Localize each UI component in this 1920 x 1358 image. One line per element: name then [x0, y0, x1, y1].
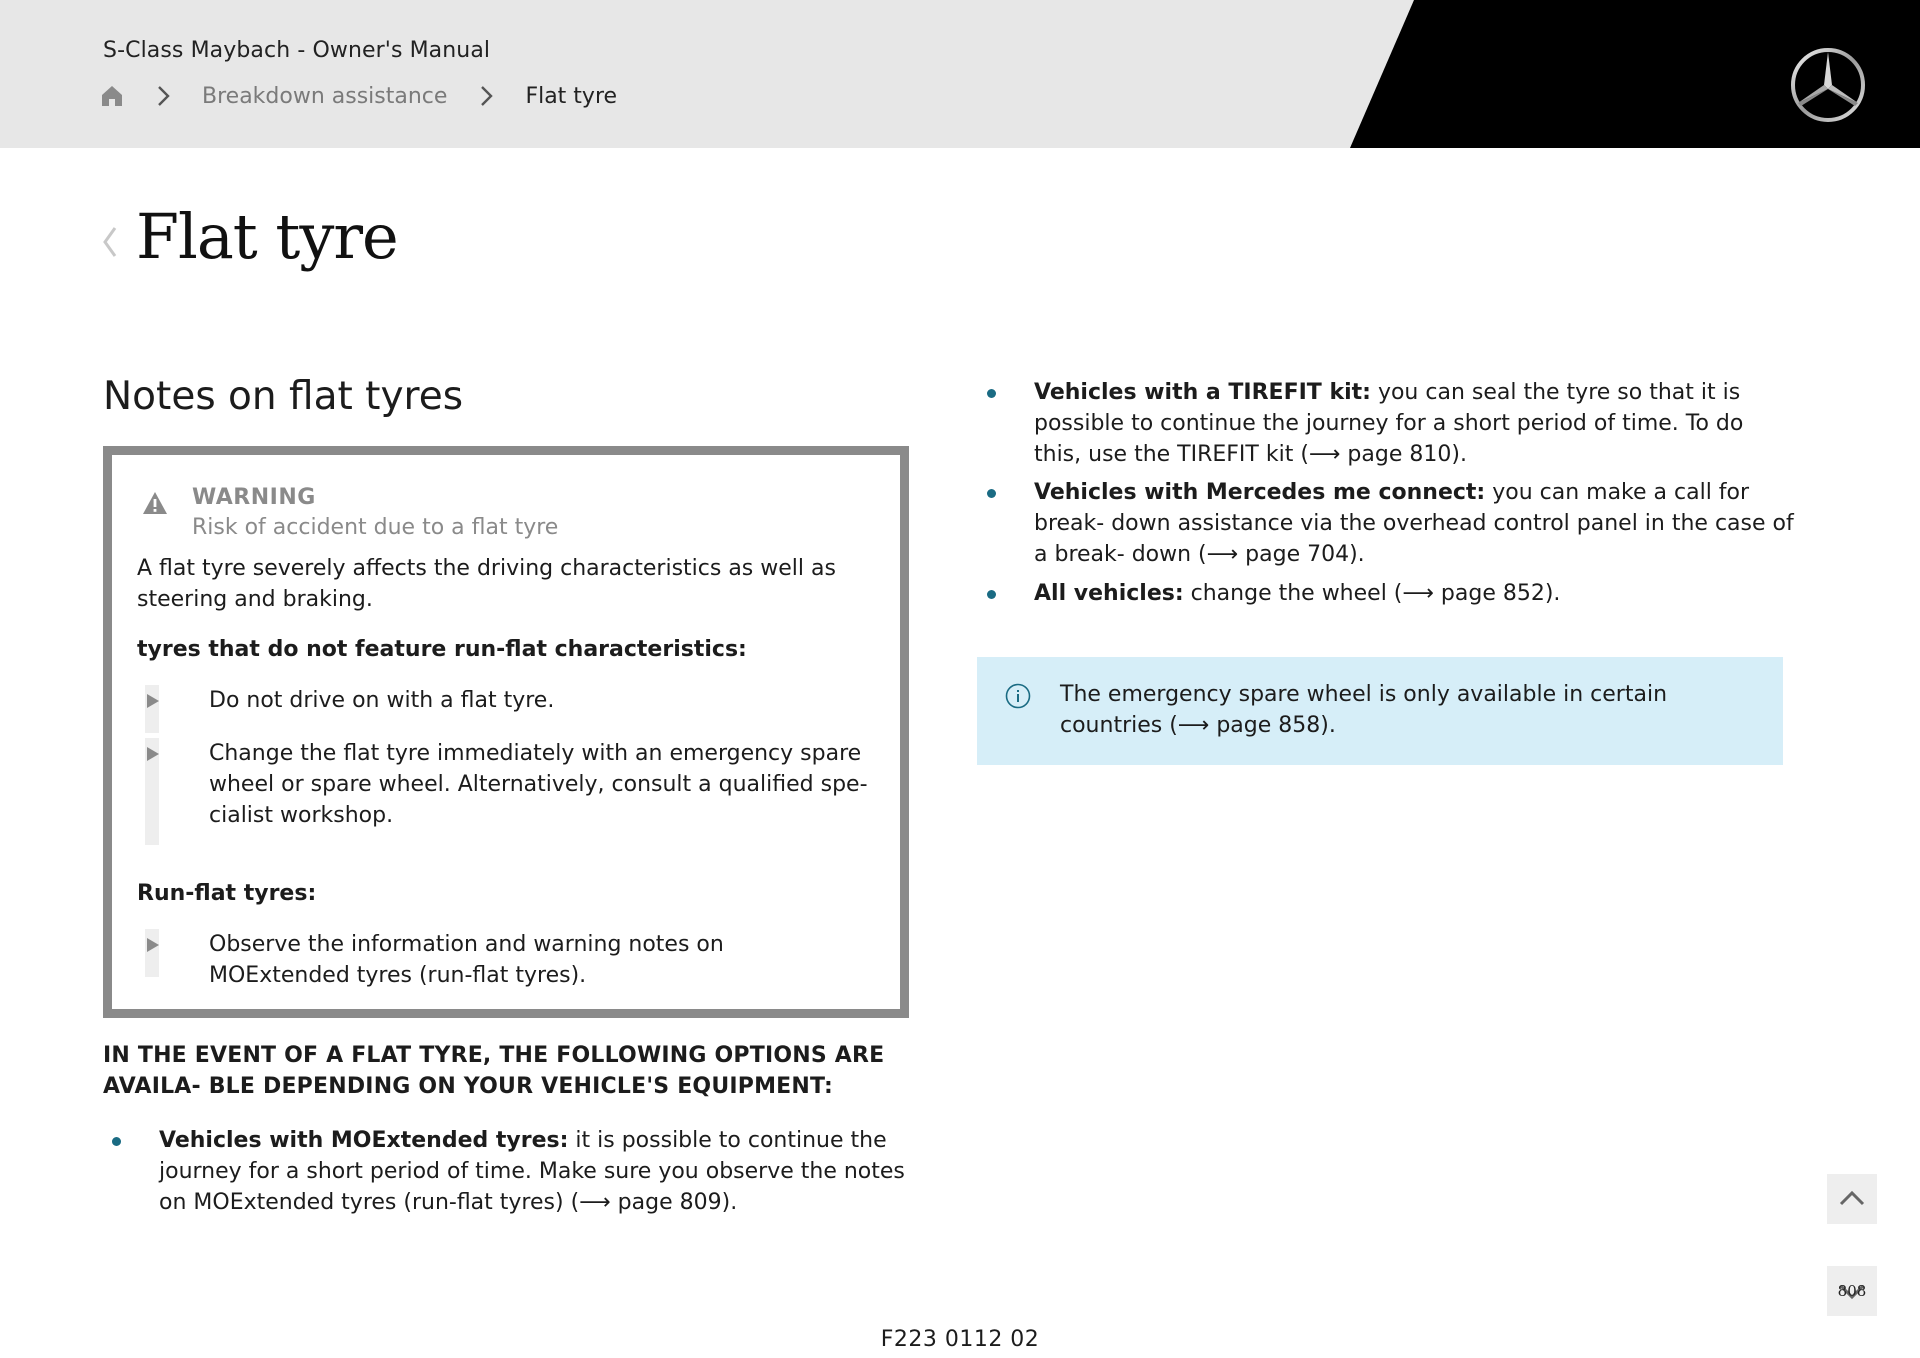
warning-step-text: Observe the information and warning notes on MOExtended tyres (run-flat tyres).: [209, 932, 724, 988]
chevron-right-icon: [152, 84, 174, 108]
warning-text: A flat tyre severely affects the driving characteristics as well as steering and braking.: [137, 556, 836, 612]
bullet-body: it is possible to continue the journey for a short period of time. Make sure you observe the notes on MOExtended tyres (run-flat tyres) (⟶ page 809).: [159, 1128, 905, 1215]
bullet-body: you can seal the tyre so that it is possible to continue the journey for a short period of time. To do this, use the TIREFIT kit (⟶ page 810).: [1034, 380, 1744, 467]
page-title: Flat tyre: [136, 200, 398, 273]
triangle-right-icon: [147, 746, 159, 760]
warning-step-text: Change the flat tyre immediately with an emergency spare wheel or spare wheel. Alternatively, consult a qualified spe- cialist workshop.: [209, 741, 868, 828]
warning-step-text: Do not drive on with a flat tyre.: [209, 688, 555, 713]
manual-title: S-Class Maybach - Owner's Manual: [103, 38, 491, 63]
warning-group1-title: tyres that do not feature run-flat characteristics:: [137, 637, 747, 662]
warning-subheading: Risk of accident due to a flat tyre: [192, 515, 559, 540]
bullet-dot: [987, 489, 996, 498]
footer-code: F223 0112 02: [880, 1327, 1040, 1352]
bullet-body: change the wheel (⟶ page 852).: [1183, 581, 1561, 606]
bullet-label: Vehicles with Mercedes me connect:: [1034, 480, 1486, 505]
breadcrumb: [100, 80, 617, 112]
scroll-down-button[interactable]: [1827, 1266, 1877, 1316]
warning-box: [103, 446, 909, 1018]
chevron-left-icon[interactable]: [100, 222, 120, 262]
home-icon[interactable]: [100, 84, 124, 108]
options-heading: IN THE EVENT OF A FLAT TYRE, THE FOLLOWING OPTIONS ARE AVAILA- BLE DEPENDING ON YOUR VEHICLE'S EQUIPMENT:: [103, 1043, 885, 1099]
breadcrumb-item-breakdown-assistance[interactable]: Breakdown assistance: [202, 83, 448, 109]
bullet-dot: [987, 389, 996, 398]
section-title: Notes on flat tyres: [103, 374, 464, 419]
triangle-right-icon: [147, 693, 159, 707]
mercedes-star-logo: [1789, 46, 1867, 124]
header-bar: [0, 0, 1920, 148]
bullet-dot: [987, 590, 996, 599]
bullet-label: Vehicles with MOExtended tyres:: [159, 1128, 569, 1153]
bullet-label: Vehicles with a TIREFIT kit:: [1034, 380, 1371, 405]
info-box: [977, 657, 1783, 765]
warning-group2-title: Run-flat tyres:: [137, 881, 317, 906]
page-number: 808: [1837, 1282, 1867, 1300]
scroll-up-button[interactable]: [1827, 1174, 1877, 1224]
chevron-right-icon: [475, 84, 497, 108]
info-text: The emergency spare wheel is only available in certain countries (⟶ page 858).: [1060, 682, 1668, 738]
chevron-up-icon: [1827, 1174, 1877, 1224]
bullet-body: you can make a call for break- down assistance via the overhead control panel in the case of a break- down (⟶ page 704).: [1034, 480, 1794, 567]
warning-heading: WARNING: [192, 485, 316, 510]
info-circle-icon: [1005, 683, 1031, 709]
triangle-right-icon: [147, 937, 159, 951]
breadcrumb-item-current: Flat tyre: [525, 83, 618, 109]
bullet-dot: [112, 1137, 121, 1146]
bullet-label: All vehicles:: [1034, 581, 1184, 606]
warning-triangle-icon: [142, 491, 168, 515]
